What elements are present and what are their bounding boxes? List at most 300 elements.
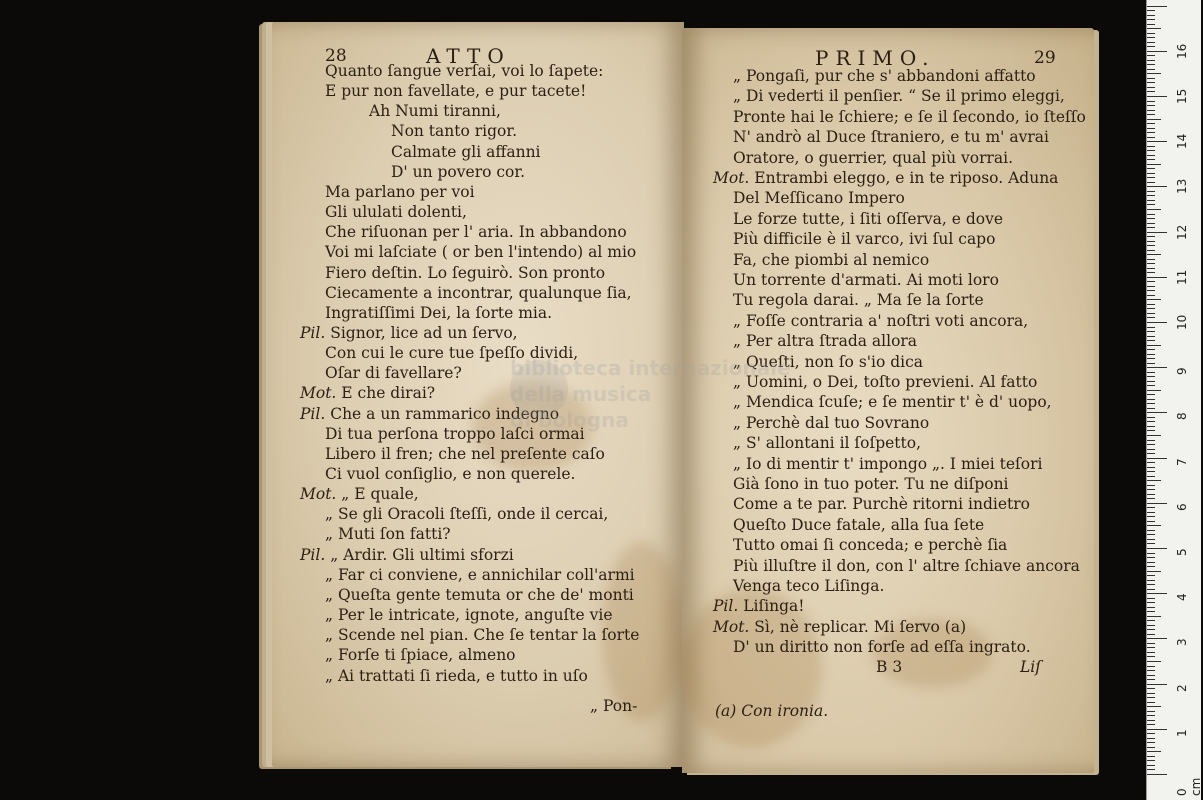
text-line <box>325 183 475 201</box>
ruler-tick <box>1147 539 1155 540</box>
ruler-tick <box>1147 119 1161 120</box>
verse-text: E pur non favellate, e pur tacete! <box>325 82 587 101</box>
text-line <box>325 505 608 523</box>
ruler-tick <box>1147 69 1155 70</box>
ruler-tick <box>1147 512 1155 513</box>
ruler-tick <box>1147 435 1161 436</box>
ruler-tick <box>1147 132 1155 133</box>
verse-text: Sì, nè replicar. Mi ſervo (a) <box>754 617 967 636</box>
verse-text: Fiero deſtin. Lo ſeguirò. Son pronto <box>325 263 606 282</box>
ruler-tick <box>1147 652 1155 653</box>
text-line <box>369 102 501 120</box>
ruler-tick <box>1147 204 1155 205</box>
ruler-tick <box>1147 485 1155 486</box>
verse-text: Che a un rammarico indegno <box>330 404 560 423</box>
ruler-tick <box>1147 340 1155 341</box>
ruler-tick <box>1147 760 1155 761</box>
ruler-tick <box>1147 462 1155 463</box>
verse-text: Voi mi laſciate ( or ben l'intendo) al mio <box>325 243 637 262</box>
verse-text: „ Far ci conviene, e annichilar coll'armi <box>325 565 635 584</box>
ruler-tick <box>1147 241 1155 242</box>
ruler-label: 6 <box>1175 503 1189 511</box>
right-running-head: PRIMO. <box>815 46 936 70</box>
ruler-tick <box>1147 625 1155 626</box>
ruler-tick <box>1147 498 1155 499</box>
ruler-tick <box>1147 643 1155 644</box>
ruler-tick <box>1147 670 1155 671</box>
ruler-tick <box>1147 738 1155 739</box>
ruler-tick <box>1147 272 1155 273</box>
ruler-tick <box>1147 494 1155 495</box>
text-line <box>733 536 1007 554</box>
text-line <box>733 495 1030 513</box>
ruler-tick <box>1147 453 1155 454</box>
verse-text: Con cui le cure tue ſpeſſo dividi, <box>325 344 579 363</box>
verse-text: „ Pongaſi, pur che s' abbandoni affatto <box>733 67 1036 85</box>
verse-text: Del Meſſicano Impero <box>733 189 905 208</box>
text-line <box>733 210 1003 228</box>
ruler-tick <box>1147 589 1155 590</box>
ruler-tick <box>1147 706 1161 707</box>
text-line <box>325 304 552 322</box>
ruler-tick <box>1147 349 1155 350</box>
ruler-tick <box>1147 553 1155 554</box>
ruler-tick <box>1147 765 1155 766</box>
ruler-tick <box>1147 638 1167 639</box>
ruler-tick <box>1147 584 1155 585</box>
signature-mark: B 3 <box>876 658 903 676</box>
ruler-tick <box>1147 51 1167 52</box>
ruler-tick <box>1147 412 1167 413</box>
text-line <box>733 230 995 248</box>
verse-text: Calmate gli affanni <box>391 142 541 161</box>
ruler-tick <box>1147 236 1155 237</box>
ruler-tick <box>1147 64 1155 65</box>
ruler-tick <box>1147 751 1161 752</box>
ruler-tick <box>1147 245 1155 246</box>
ruler-label: 2 <box>1175 683 1189 692</box>
ruler-tick <box>1147 733 1155 734</box>
verse-text: Tutto omai ſi conceda; e perchè ſia <box>733 536 1008 555</box>
ruler-tick <box>1147 372 1155 373</box>
ruler-label: 3 <box>1175 638 1189 647</box>
ruler-tick <box>1147 661 1161 662</box>
text-line <box>300 384 435 402</box>
verse-text: Ingratiſſimi Dei, la ſorte mia. <box>325 303 553 322</box>
ruler-tick <box>1147 525 1161 526</box>
ruler-tick <box>1147 336 1155 337</box>
verse-text: Più illuſtre il don, con l' altre ſchiave ancora <box>733 556 1080 575</box>
ruler-tick <box>1147 467 1155 468</box>
speaker-label: Pil. <box>300 323 331 342</box>
verse-text: Un torrente d'armati. Ai moti loro <box>733 271 999 289</box>
text-line <box>733 189 905 207</box>
ruler-tick <box>1147 6 1167 7</box>
ruler-label: 14 <box>1175 133 1189 150</box>
verse-text: „ E quale, <box>341 485 419 504</box>
ruler-tick <box>1147 769 1155 770</box>
verse-text: Ci vuol conſiglio, e non querele. <box>325 465 576 483</box>
ruler-tick <box>1147 458 1167 459</box>
ruler-tick <box>1147 46 1155 47</box>
text-line <box>325 364 462 382</box>
text-line <box>325 62 603 80</box>
ruler-tick <box>1147 128 1155 129</box>
ruler-tick <box>1147 191 1155 192</box>
ruler-label: 12 <box>1175 224 1189 240</box>
ruler-tick <box>1147 82 1155 83</box>
text-line <box>733 251 929 269</box>
ruler-tick <box>1147 774 1167 775</box>
ruler-tick <box>1147 489 1155 490</box>
speaker-label: Pil. <box>300 404 331 423</box>
text-line <box>733 312 1028 330</box>
speaker-label: Mot. <box>300 384 342 403</box>
verse-text: E che dirai? <box>341 384 436 403</box>
ruler-tick <box>1147 200 1155 201</box>
verse-text: „ Per le intricate, ignote, anguſte vie <box>325 606 613 625</box>
ruler-label: 15 <box>1175 88 1189 104</box>
ruler-tick <box>1147 720 1155 721</box>
verse-text: Le forze tutte, i ſiti oſſerva, e dove <box>733 209 1004 228</box>
ruler-tick <box>1147 281 1155 282</box>
ruler-tick <box>1147 19 1155 20</box>
verse-text: Come a te par. Purchè ritorni indietro <box>733 495 1030 514</box>
text-line <box>391 122 517 140</box>
ruler-tick <box>1147 150 1155 151</box>
ruler-tick <box>1147 679 1155 680</box>
ruler-tick <box>1147 33 1155 34</box>
text-line <box>733 271 999 289</box>
ruler-tick <box>1147 141 1167 142</box>
ruler-tick <box>1147 209 1161 210</box>
ruler-tick <box>1147 385 1155 386</box>
ruler-tick <box>1147 747 1155 748</box>
ruler-tick <box>1147 146 1155 147</box>
ruler-tick <box>1147 449 1155 450</box>
text-line <box>733 67 1036 85</box>
ruler-tick <box>1147 607 1155 608</box>
text-line <box>325 667 588 685</box>
ruler-tick <box>1147 60 1155 61</box>
ruler-tick <box>1147 227 1155 228</box>
ruler-tick <box>1147 250 1155 251</box>
ruler-label: 9 <box>1175 367 1189 376</box>
verse-text: „ Queſti, non ſo s'io dica <box>733 352 924 371</box>
verse-text: „ Ardir. Gli ultimi sforzi <box>330 545 514 564</box>
ruler-tick <box>1147 647 1155 648</box>
ruler-tick <box>1147 399 1155 400</box>
ruler-tick <box>1147 417 1155 418</box>
ruler-tick <box>1147 96 1167 97</box>
text-line <box>733 455 1043 473</box>
text-line <box>391 163 525 181</box>
ruler-tick <box>1147 729 1167 730</box>
ruler-tick <box>1147 598 1155 599</box>
verse-text: Ma parlano per voi <box>325 182 475 201</box>
right-page-number: 29 <box>1034 48 1056 68</box>
verse-text: D' un diritto non forſe ad eſſa ingrato. <box>733 638 1031 657</box>
verse-text: Ah Numi tiranni, <box>369 102 501 121</box>
ruler-tick <box>1147 367 1167 368</box>
text-line <box>325 284 632 302</box>
text-line <box>325 586 634 604</box>
text-line <box>391 143 541 161</box>
verse-text: Più difficile è il varco, ivi ſul capo <box>733 230 996 249</box>
ruler-tick <box>1147 711 1155 712</box>
verse-text: Tu regola darai. „ Ma ſe la ſorte <box>733 291 984 310</box>
verse-text: „ Scende nel pian. Che ſe tentar la ſorte <box>325 626 640 645</box>
library-watermark: biblioteca internazionale della musica di bologna <box>510 356 791 432</box>
verse-text: „ Ai trattati ſi rieda, e tutto in uſo <box>325 666 588 685</box>
text-line <box>713 169 1058 187</box>
ruler-tick <box>1147 516 1155 517</box>
ruler-label: 13 <box>1175 179 1189 195</box>
ruler-label: 7 <box>1175 457 1189 466</box>
text-line <box>733 332 917 350</box>
ruler-tick <box>1147 78 1155 79</box>
ruler-label: 16 <box>1175 43 1189 59</box>
ruler-tick <box>1147 557 1155 558</box>
ruler-tick <box>1147 10 1155 11</box>
text-line <box>733 557 1080 575</box>
ruler-tick <box>1147 503 1167 504</box>
ruler-tick <box>1147 164 1161 165</box>
verse-text: Non tanto rigor. <box>391 122 517 141</box>
ruler-tick <box>1147 656 1155 657</box>
ruler-tick <box>1147 394 1155 395</box>
verse-text: Signor, lice ad un ſervo, <box>330 323 518 342</box>
ruler-tick <box>1147 155 1155 156</box>
verse-text: „ Per altra ſtrada allora <box>733 332 918 351</box>
ruler-label: 11 <box>1175 269 1189 285</box>
verse-text: Che riſuonan per l' aria. In abbandono <box>325 223 627 242</box>
verse-text: Gli ululati dolenti, <box>325 203 467 222</box>
ruler-tick <box>1147 268 1155 269</box>
ruler-tick <box>1147 91 1155 92</box>
ruler-tick <box>1147 55 1155 56</box>
verse-text: D' un povero cor. <box>391 162 526 181</box>
ruler-tick <box>1147 430 1155 431</box>
ruler-tick <box>1147 218 1155 219</box>
text-line <box>325 606 613 624</box>
left-running-head: ATTO <box>426 44 511 68</box>
ruler-tick <box>1147 313 1155 314</box>
ruler-tick <box>1147 684 1167 685</box>
ruler-tick <box>1147 697 1155 698</box>
ruler-tick <box>1147 317 1155 318</box>
ruler-tick <box>1147 611 1155 612</box>
footnote: (a) Con ironia. <box>715 702 829 720</box>
ruler-tick <box>1147 471 1155 472</box>
text-line <box>733 87 1065 105</box>
ruler-tick <box>1147 354 1155 355</box>
ruler-tick <box>1147 693 1155 694</box>
left-catchword: „ Pon- <box>590 697 638 715</box>
ruler-tick <box>1147 666 1155 667</box>
speaker-label: Pil. <box>713 597 744 616</box>
ruler-tick <box>1147 426 1155 427</box>
ruler-tick <box>1147 440 1155 441</box>
ruler-tick <box>1147 277 1167 278</box>
verse-text: „ Uomini, o Dei, toſto previeni. Al fatto <box>733 373 1038 391</box>
ruler-tick <box>1147 214 1155 215</box>
ruler-tick <box>1147 724 1155 725</box>
ruler-tick <box>1147 616 1161 617</box>
ruler-tick <box>1147 87 1155 88</box>
ruler-tick <box>1147 299 1161 300</box>
ruler-tick <box>1147 421 1155 422</box>
ruler-tick <box>1147 304 1155 305</box>
ruler-tick <box>1147 602 1155 603</box>
ruler-tick <box>1147 376 1155 377</box>
verse-text: Libero il fren; che nel preſente caſo <box>325 444 605 463</box>
ruler-tick <box>1147 254 1161 255</box>
ruler-tick <box>1147 173 1155 174</box>
ruler-tick <box>1147 521 1155 522</box>
ruler-tick <box>1147 675 1155 676</box>
ruler-tick <box>1147 593 1167 594</box>
text-line <box>300 546 514 564</box>
ruler-tick <box>1147 101 1155 102</box>
ruler-tick <box>1147 444 1155 445</box>
text-line <box>325 223 627 241</box>
ruler-label: 5 <box>1175 548 1189 556</box>
verse-text: „ Queſta gente temuta or che de' monti <box>325 585 634 604</box>
ruler-tick <box>1147 742 1155 743</box>
ruler-tick <box>1147 408 1155 409</box>
verse-text: „ Perchè dal tuo Sovrano <box>733 413 930 432</box>
ruler-tick <box>1147 186 1167 187</box>
text-line <box>300 485 419 503</box>
ruler-tick <box>1147 702 1155 703</box>
ruler-tick <box>1147 548 1167 549</box>
ruler-tick <box>1147 177 1155 178</box>
ruler-tick <box>1147 105 1155 106</box>
text-line <box>325 82 586 100</box>
speaker-label: Mot. <box>713 169 755 187</box>
ruler-label: 1 <box>1175 729 1189 737</box>
verse-text: Venga teco Liſinga. <box>733 577 885 595</box>
ruler-tick <box>1147 575 1155 576</box>
verse-text: Queſto Duce fatale, alla ſua ſete <box>733 515 985 534</box>
verse-text: „ Mendica ſcuſe; e ſe mentir t' è d' uopo, <box>733 393 1052 412</box>
ruler-tick <box>1147 345 1161 346</box>
text-line <box>713 597 805 615</box>
ruler-tick <box>1147 688 1155 689</box>
ruler-tick <box>1147 232 1167 233</box>
verse-text: „ Muti ſon fatti? <box>325 525 451 544</box>
verse-text: Di tua perſona troppo laſci ormai <box>325 424 585 443</box>
speaker-label: Mot. <box>300 485 342 504</box>
ruler-tick <box>1147 286 1155 287</box>
ruler-tick <box>1147 195 1155 196</box>
ruler-tick <box>1147 73 1161 74</box>
ruler-tick <box>1147 571 1161 572</box>
ruler-tick <box>1147 327 1155 328</box>
ruler-tick <box>1147 322 1167 323</box>
text-line <box>733 108 1086 126</box>
ruler-tick <box>1147 110 1155 111</box>
ruler-tick <box>1147 159 1155 160</box>
text-line <box>325 264 605 282</box>
ruler-tick <box>1147 715 1155 716</box>
verse-text: „ Di vederti il penſier. “ Se il primo eleggi, <box>733 87 1065 106</box>
verse-text: „ S' allontani il ſoſpetto, <box>733 434 922 453</box>
ruler-label: 8 <box>1175 412 1189 421</box>
ruler-tick <box>1147 263 1155 264</box>
ruler-label: 4 <box>1175 593 1189 602</box>
ruler-tick <box>1147 28 1161 29</box>
text-line <box>733 638 1031 656</box>
ruler-tick <box>1147 295 1155 296</box>
text-line <box>300 324 518 342</box>
ruler-tick <box>1147 137 1155 138</box>
ruler-tick <box>1147 634 1155 635</box>
text-line <box>325 203 467 221</box>
text-line <box>733 434 921 452</box>
ruler-tick <box>1147 530 1155 531</box>
text-line <box>325 525 451 543</box>
ruler-tick <box>1147 476 1155 477</box>
verse-text: Liſinga! <box>743 597 805 616</box>
ruler-tick <box>1147 168 1155 169</box>
ruler-tick <box>1147 403 1155 404</box>
text-line <box>733 475 1009 493</box>
ruler-tick <box>1147 37 1155 38</box>
right-catchword: Liſ <box>1020 658 1041 676</box>
ruler-tick <box>1147 507 1155 508</box>
verse-text: Oratore, o guerrier, qual più vorrai. <box>733 148 1014 167</box>
text-line <box>733 149 1013 167</box>
ruler-tick <box>1147 629 1155 630</box>
ruler-tick <box>1147 259 1155 260</box>
ruler-tick <box>1147 331 1155 332</box>
ruler-tick <box>1147 15 1155 16</box>
ruler-tick <box>1147 381 1155 382</box>
ruler-tick <box>1147 620 1155 621</box>
text-line <box>733 291 984 309</box>
verse-text: Entrambi eleggo, e in te riposo. Aduna <box>754 169 1059 187</box>
verse-text: „ Foſſe contraria a' noſtri voti ancora, <box>733 311 1029 330</box>
text-line <box>325 445 605 463</box>
ruler-tick <box>1147 363 1155 364</box>
left-page-number: 28 <box>325 46 347 66</box>
text-line <box>733 128 1049 146</box>
verse-text: Già ſono in tuo poter. Tu ne diſponi <box>733 475 1009 493</box>
verse-text: Ciecamente a incontrar, qualunque ſia, <box>325 283 632 302</box>
measurement-ruler <box>1146 0 1201 800</box>
text-line <box>325 646 516 664</box>
ruler-tick <box>1147 390 1161 391</box>
speaker-label: Pil. <box>300 545 331 564</box>
verse-text: „ Forſe ti ſpiace, almeno <box>325 646 516 665</box>
text-line <box>325 465 575 483</box>
verse-text: N' andrò al Duce ſtraniero, e tu m' avrai <box>733 128 1049 147</box>
text-line <box>713 618 966 636</box>
text-line <box>733 516 984 534</box>
ruler-label: 0 cm <box>1175 777 1203 796</box>
text-line <box>325 243 636 261</box>
ruler-tick <box>1147 308 1155 309</box>
ruler-tick <box>1147 756 1155 757</box>
ruler-tick <box>1147 562 1155 563</box>
ruler-tick <box>1147 566 1155 567</box>
verse-text: „ Se gli Oracoli ſteſſi, onde il cercai, <box>325 505 609 524</box>
ruler-tick <box>1147 223 1155 224</box>
ruler-tick <box>1147 24 1155 25</box>
text-line <box>325 626 639 644</box>
